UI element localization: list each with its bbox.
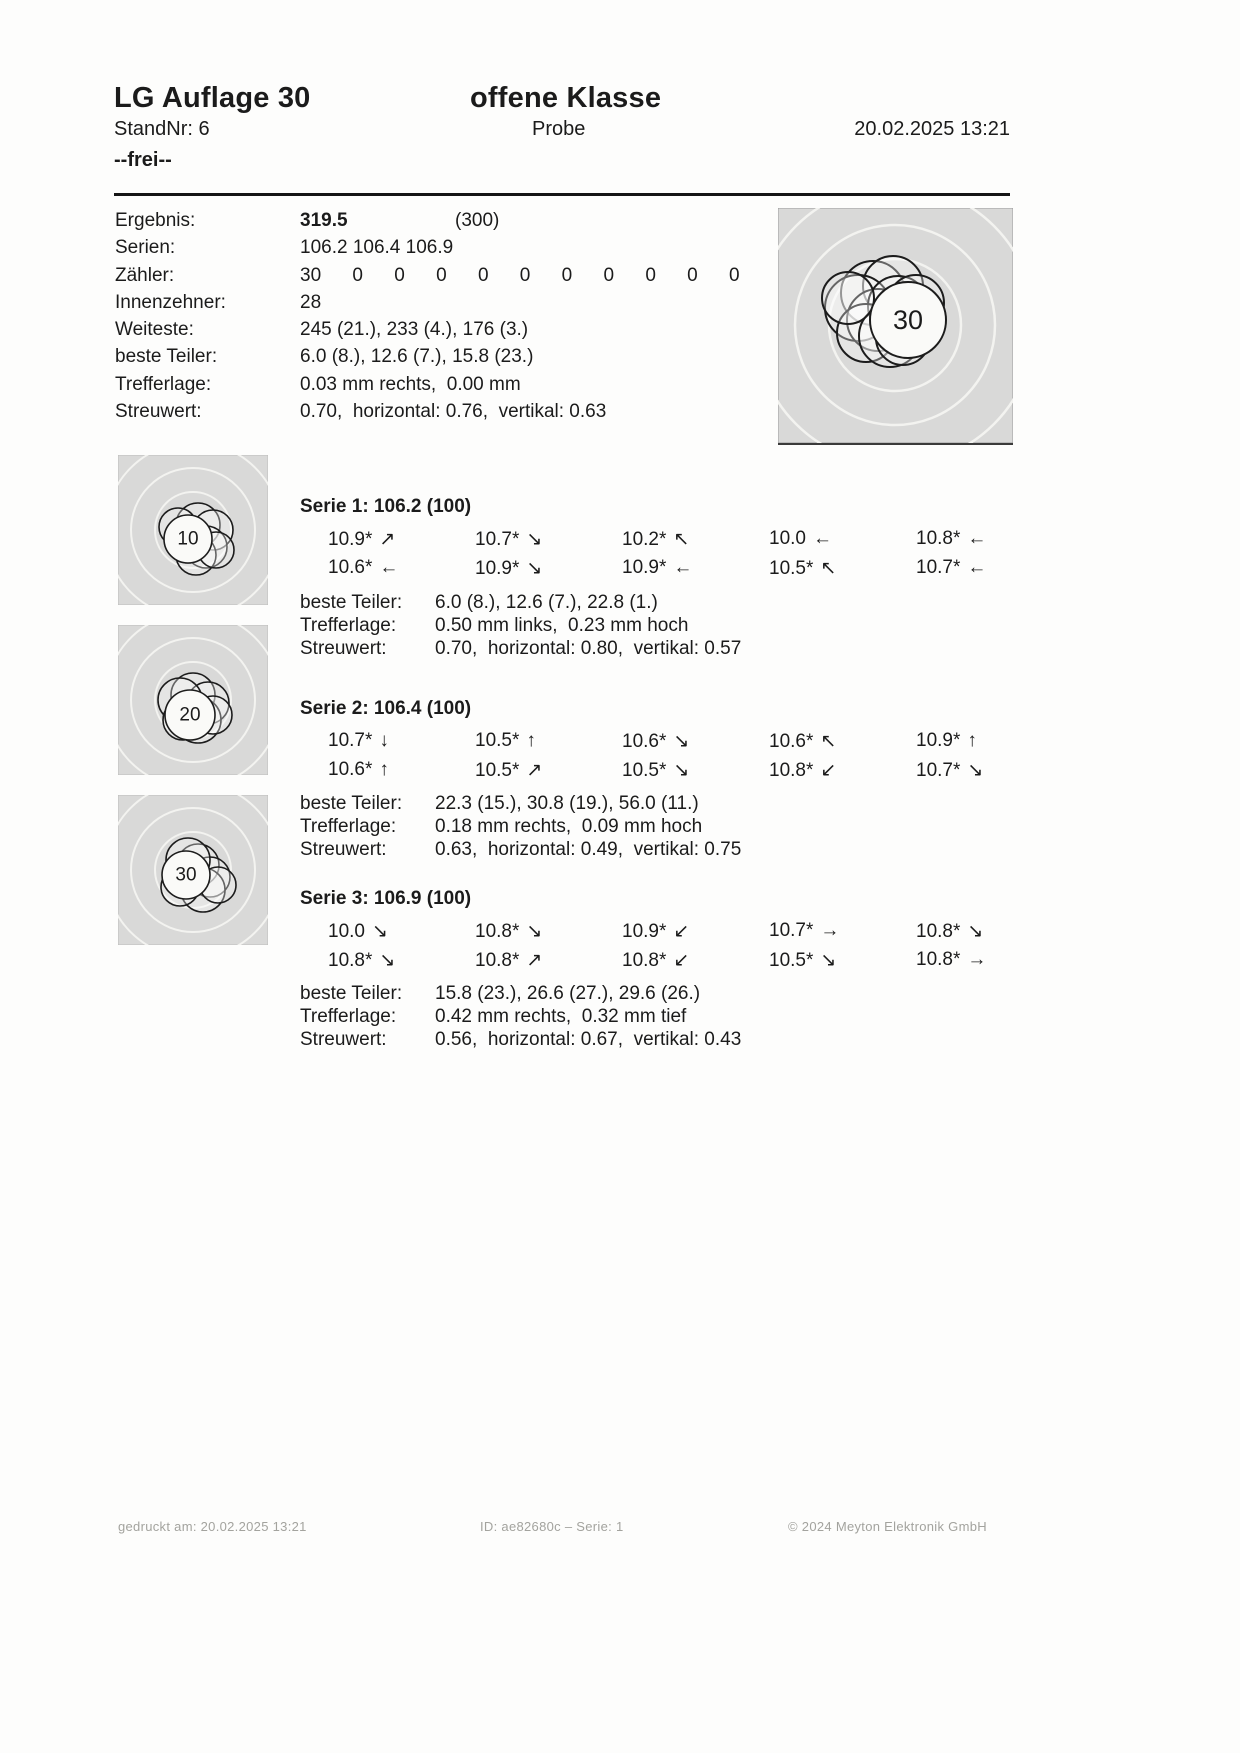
shot-direction-arrow: ↘ bbox=[526, 558, 543, 579]
shot bbox=[594, 528, 741, 551]
shot-score: 10.6* bbox=[769, 731, 814, 752]
serie1-shots-row2 bbox=[300, 557, 1035, 580]
beste-teiler-value: 22.3 (15.), 30.8 (19.), 56.0 (11.) bbox=[435, 793, 699, 814]
trefferlage-value: 0.42 mm rechts, 0.32 mm tief bbox=[435, 1006, 687, 1027]
summary-row-weiteste bbox=[115, 316, 815, 343]
shot bbox=[888, 557, 1035, 580]
shot-count-label: 30 bbox=[892, 305, 924, 335]
zaehler-label: Zähler: bbox=[115, 264, 175, 286]
shot-direction-arrow: ↘ bbox=[379, 950, 396, 971]
shot bbox=[447, 759, 594, 782]
shot bbox=[447, 528, 594, 551]
serie3-shots-row2 bbox=[300, 949, 1035, 972]
shot bbox=[741, 730, 888, 753]
shot bbox=[741, 920, 888, 943]
shot-score: 10.0 bbox=[769, 528, 806, 549]
trefferlage-value: 0.50 mm links, 0.23 mm hoch bbox=[435, 615, 689, 636]
shot-score: 10.7* bbox=[916, 760, 961, 781]
shot-count-label: 20 bbox=[179, 704, 201, 726]
shot bbox=[888, 949, 1035, 972]
serien-value: 106.2 106.4 106.9 bbox=[300, 237, 454, 259]
streuwert-value: 0.70, horizontal: 0.80, vertikal: 0.57 bbox=[435, 638, 742, 659]
shot-score: 10.9* bbox=[622, 921, 667, 942]
serie1-title: Serie 1: 106.2 (100) bbox=[300, 496, 472, 517]
serie3-trefferlage bbox=[300, 1006, 686, 1028]
streuwert-label: Streuwert: bbox=[300, 839, 387, 860]
shot-direction-arrow: ↗ bbox=[379, 529, 396, 550]
trefferlage-label: Trefferlage: bbox=[300, 816, 397, 837]
shot-direction-arrow: ↘ bbox=[673, 731, 690, 752]
streuwert-value: 0.63, horizontal: 0.49, vertikal: 0.75 bbox=[435, 839, 742, 860]
beste-teiler-label: beste Teiler: bbox=[300, 592, 403, 613]
ergebnis-total: (300) bbox=[455, 210, 500, 231]
shot-direction-arrow: ↖ bbox=[673, 529, 690, 550]
shot-score: 10.8* bbox=[622, 950, 667, 971]
shot-score: 10.5* bbox=[769, 950, 814, 971]
shot-score: 10.7* bbox=[475, 529, 520, 550]
streuwert-value: 0.56, horizontal: 0.67, vertikal: 0.43 bbox=[435, 1029, 742, 1050]
shot-direction-arrow: ↘ bbox=[673, 760, 690, 781]
shot-direction-arrow: ↖ bbox=[820, 558, 837, 579]
shot bbox=[888, 920, 1035, 943]
shot bbox=[888, 528, 1035, 551]
serie1-trefferlage bbox=[300, 615, 688, 637]
serie2-beste-teiler bbox=[300, 793, 699, 815]
shot-score: 10.0 bbox=[328, 921, 365, 942]
trefferlage-value: 0.03 mm rechts, 0.00 mm bbox=[300, 373, 521, 395]
shot bbox=[447, 920, 594, 943]
streuwert-label: Streuwert: bbox=[300, 638, 387, 659]
status-free: --frei-- bbox=[114, 149, 172, 171]
class-title: offene Klasse bbox=[470, 82, 662, 114]
stand-number: StandNr: 6 bbox=[114, 118, 210, 140]
shot bbox=[447, 949, 594, 972]
shot-score: 10.5* bbox=[622, 760, 667, 781]
shot bbox=[594, 759, 741, 782]
shot-score: 10.2* bbox=[622, 529, 667, 550]
shot bbox=[594, 920, 741, 943]
summary-row-trefferlage bbox=[115, 371, 815, 398]
shot-score: 10.5* bbox=[475, 760, 520, 781]
shot-score: 10.8* bbox=[475, 921, 520, 942]
shot-direction-arrow: → bbox=[820, 920, 840, 941]
serie3-beste-teiler bbox=[300, 983, 700, 1005]
shot-direction-arrow: ↘ bbox=[526, 921, 543, 942]
shot bbox=[300, 949, 447, 972]
ergebnis-value: 319.5 bbox=[300, 210, 348, 231]
shot-score: 10.8* bbox=[769, 760, 814, 781]
shot bbox=[888, 730, 1035, 753]
serie3-shots-row1 bbox=[300, 920, 1035, 943]
shot-score: 10.7* bbox=[328, 730, 373, 751]
beste-teiler-value: 6.0 (8.), 12.6 (7.), 15.8 (23.) bbox=[300, 346, 534, 368]
shot-direction-arrow: ↘ bbox=[526, 529, 543, 550]
ergebnis-label: Ergebnis: bbox=[115, 210, 196, 231]
serie1-streuwert bbox=[300, 638, 741, 660]
beste-teiler-label: beste Teiler: bbox=[300, 793, 403, 814]
serie3-title: Serie 3: 106.9 (100) bbox=[300, 888, 472, 909]
shot-direction-arrow: ← bbox=[967, 528, 987, 549]
shot-score: 10.9* bbox=[916, 730, 961, 751]
weiteste-value: 245 (21.), 233 (4.), 176 (3.) bbox=[300, 319, 529, 341]
summary-row-streuwert bbox=[115, 398, 815, 425]
shot-direction-arrow: ← bbox=[967, 557, 987, 578]
serie3-target-image bbox=[118, 795, 268, 945]
shot bbox=[741, 949, 888, 972]
shot-direction-arrow: ↘ bbox=[820, 950, 837, 971]
mode-label: Probe bbox=[532, 118, 586, 140]
zaehler-value: 30 0 0 0 0 0 0 0 0 0 0 bbox=[300, 264, 740, 286]
shot-score: 10.6* bbox=[328, 557, 373, 578]
beste-teiler-value: 15.8 (23.), 26.6 (27.), 29.6 (26.) bbox=[435, 983, 701, 1004]
summary-row-zaehler bbox=[115, 262, 815, 289]
serie1-shots-row1 bbox=[300, 528, 1035, 551]
shot-direction-arrow: ↑ bbox=[526, 730, 536, 751]
summary-row-innenzehner bbox=[115, 289, 815, 316]
beste-teiler-label: beste Teiler: bbox=[115, 346, 218, 368]
shot bbox=[300, 730, 447, 753]
trefferlage-label: Trefferlage: bbox=[115, 373, 212, 395]
shot-score: 10.8* bbox=[916, 949, 961, 970]
shot bbox=[741, 557, 888, 580]
summary-row-beste-teiler bbox=[115, 343, 815, 370]
header-rule bbox=[114, 193, 1010, 196]
shot bbox=[888, 759, 1035, 782]
shot bbox=[594, 557, 741, 580]
shot-direction-arrow: ← bbox=[812, 528, 832, 549]
serie2-streuwert bbox=[300, 839, 741, 861]
shot-direction-arrow: ← bbox=[673, 557, 693, 578]
shot-direction-arrow: ↙ bbox=[673, 950, 690, 971]
streuwert-label: Streuwert: bbox=[115, 401, 202, 423]
shot-score: 10.8* bbox=[916, 921, 961, 942]
result-summary bbox=[115, 207, 815, 425]
shot bbox=[741, 759, 888, 782]
shot-direction-arrow: ↗ bbox=[526, 950, 543, 971]
summary-row-serien bbox=[115, 234, 815, 261]
shot bbox=[300, 759, 447, 782]
shot-count-label: 30 bbox=[175, 864, 197, 886]
weiteste-label: Weiteste: bbox=[115, 319, 194, 341]
shot bbox=[594, 730, 741, 753]
streuwert-value: 0.70, horizontal: 0.76, vertikal: 0.63 bbox=[300, 401, 607, 423]
shot-direction-arrow: ↘ bbox=[371, 921, 388, 942]
shot-score: 10.8* bbox=[328, 950, 373, 971]
shot-score: 10.7* bbox=[916, 557, 961, 578]
shot-score: 10.5* bbox=[475, 730, 520, 751]
serie2-shots-row2 bbox=[300, 759, 1035, 782]
summary-row-ergebnis bbox=[115, 207, 815, 234]
shot-score: 10.9* bbox=[622, 557, 667, 578]
serie2-shots-row1 bbox=[300, 730, 1035, 753]
shot-direction-arrow: ↓ bbox=[379, 730, 389, 751]
trefferlage-label: Trefferlage: bbox=[300, 615, 397, 636]
innenzehner-label: Innenzehner: bbox=[115, 291, 226, 313]
trefferlage-label: Trefferlage: bbox=[300, 1006, 397, 1027]
shot-direction-arrow: ↑ bbox=[967, 730, 977, 751]
serie2-trefferlage bbox=[300, 816, 702, 838]
shot-score: 10.9* bbox=[475, 558, 520, 579]
beste-teiler-label: beste Teiler: bbox=[300, 983, 403, 1004]
serien-label: Serien: bbox=[115, 237, 176, 259]
footer-id: ID: ae82680c – Serie: 1 bbox=[480, 1519, 624, 1534]
shot bbox=[300, 557, 447, 580]
shot-direction-arrow: ← bbox=[379, 557, 399, 578]
shot-score: 10.5* bbox=[769, 558, 814, 579]
shot-direction-arrow: ↙ bbox=[673, 921, 690, 942]
shot bbox=[300, 920, 447, 943]
shot-score: 10.9* bbox=[328, 529, 373, 550]
shot bbox=[594, 949, 741, 972]
shot-score: 10.6* bbox=[328, 759, 373, 780]
footer-printed-at: gedruckt am: 20.02.2025 13:21 bbox=[118, 1519, 307, 1534]
shot-direction-arrow: ↘ bbox=[967, 921, 984, 942]
streuwert-label: Streuwert: bbox=[300, 1029, 387, 1050]
overview-target-image bbox=[778, 208, 1013, 445]
shot-score: 10.8* bbox=[916, 528, 961, 549]
serie1-beste-teiler bbox=[300, 592, 658, 614]
shot-direction-arrow: ↑ bbox=[379, 759, 389, 780]
serie2-target-image bbox=[118, 625, 268, 775]
datetime: 20.02.2025 13:21 bbox=[854, 118, 1010, 140]
innenzehner-value: 28 bbox=[300, 291, 322, 313]
serie1-target-image bbox=[118, 455, 268, 605]
serie3-streuwert bbox=[300, 1029, 741, 1051]
beste-teiler-value: 6.0 (8.), 12.6 (7.), 22.8 (1.) bbox=[435, 592, 658, 613]
shot bbox=[741, 528, 888, 551]
shot-score: 10.6* bbox=[622, 731, 667, 752]
serie2-title: Serie 2: 106.4 (100) bbox=[300, 698, 472, 719]
footer-copyright: © 2024 Meyton Elektronik GmbH bbox=[788, 1519, 987, 1534]
shot-score: 10.7* bbox=[769, 920, 814, 941]
shot-direction-arrow: ↖ bbox=[820, 731, 837, 752]
shot-count-label: 10 bbox=[177, 528, 199, 550]
trefferlage-value: 0.18 mm rechts, 0.09 mm hoch bbox=[435, 816, 703, 837]
shot bbox=[447, 557, 594, 580]
shot-direction-arrow: ↗ bbox=[526, 760, 543, 781]
shot bbox=[447, 730, 594, 753]
shot-score: 10.8* bbox=[475, 950, 520, 971]
shot-direction-arrow: ↘ bbox=[967, 760, 984, 781]
discipline-title: LG Auflage 30 bbox=[114, 82, 311, 114]
shot-direction-arrow: → bbox=[967, 949, 987, 970]
shot-direction-arrow: ↙ bbox=[820, 760, 837, 781]
shot bbox=[300, 528, 447, 551]
